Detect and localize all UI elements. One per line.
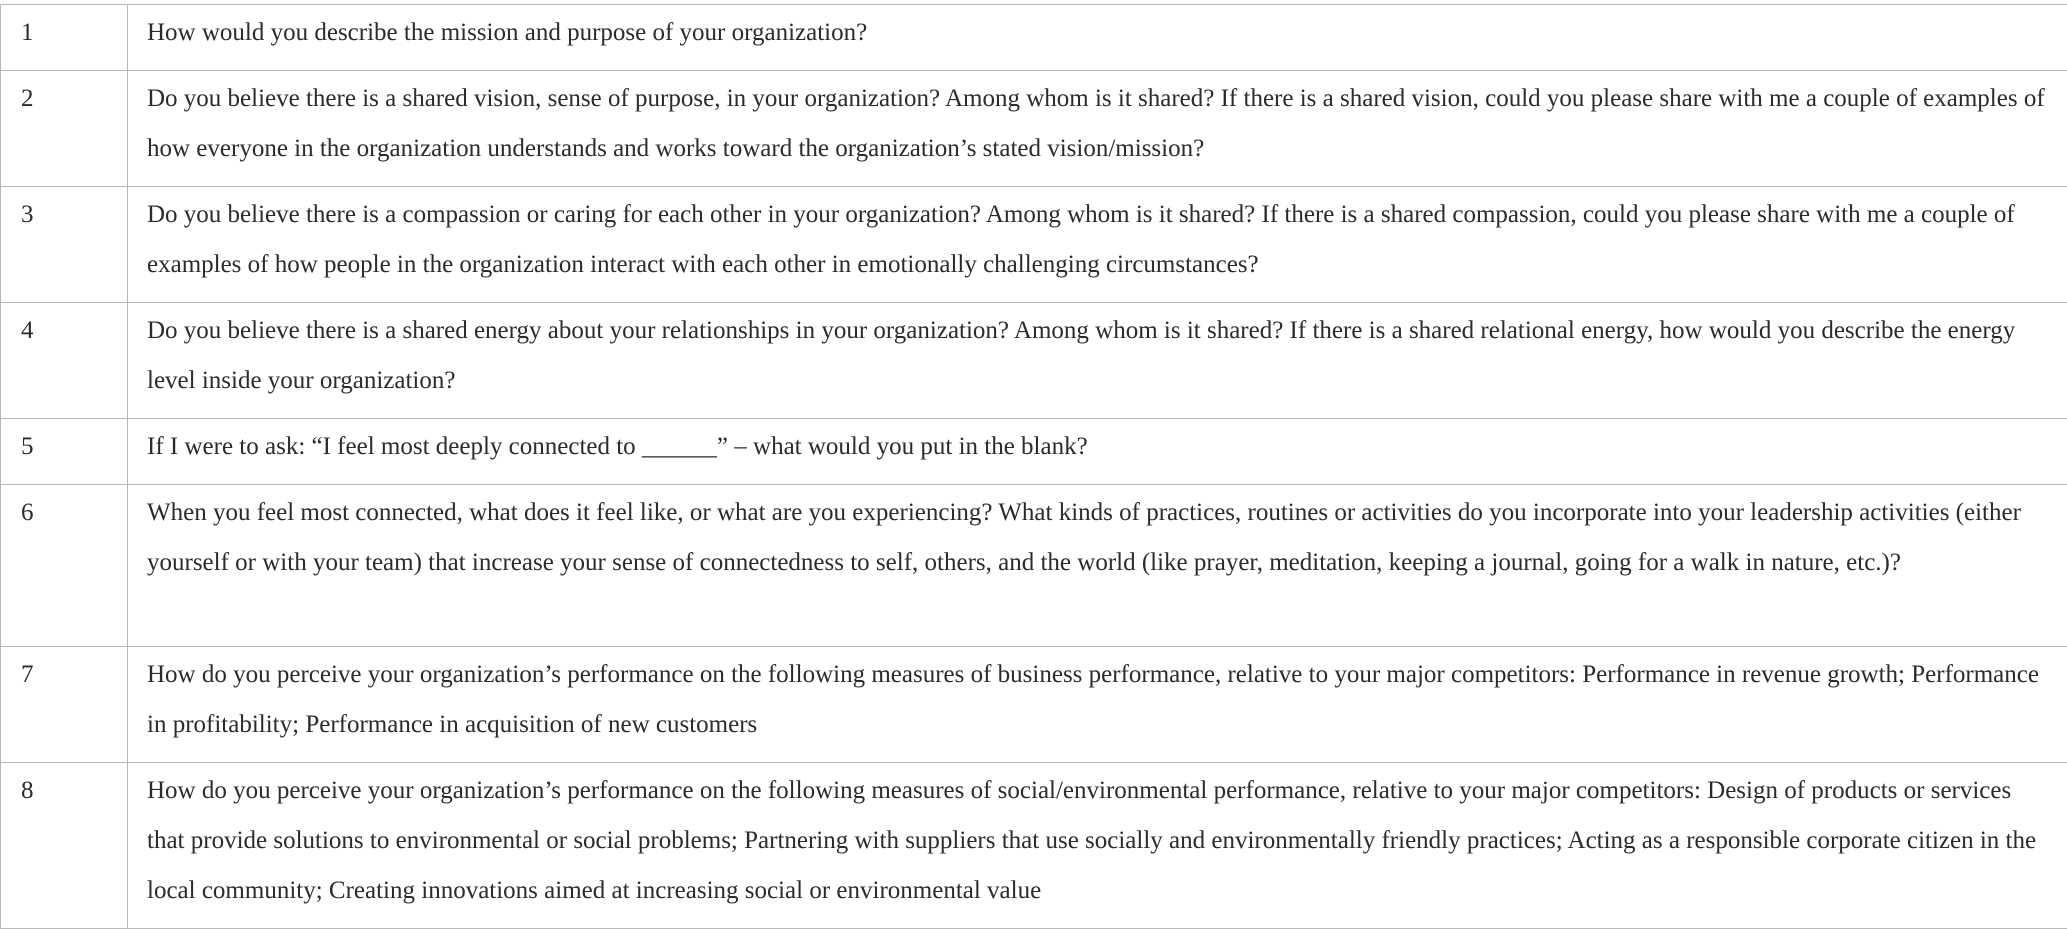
table-row [1,71,2067,187]
question-number: 4 [1,303,128,419]
question-text: Do you believe there is a shared energy about your relationships in your organization? Among whom is it shared? If there is a shared relational energy, how would you describe the energy level inside your organization? [128,303,2067,419]
question-number: 5 [1,419,128,485]
question-number: 3 [1,187,128,303]
question-text: When you feel most connected, what does it feel like, or what are you experiencing? What kinds of practices, routines or activities do you incorporate into your leadership activities (either yourself or with your team) that increase your sense of connectedness to self, others, and the world (like prayer, meditation, keeping a journal, going for a walk in nature, etc.)? [128,485,2067,647]
question-text: How would you describe the mission and purpose of your organization? [128,5,2067,71]
table-row [1,303,2067,419]
question-text: How do you perceive your organization’s performance on the following measures of business performance, relative to your major competitors: Performance in revenue growth; Performance in profitability; Performance in acquisition of new customers [128,647,2067,763]
question-number: 2 [1,71,128,187]
question-number: 7 [1,647,128,763]
table-row [1,647,2067,763]
question-text: Do you believe there is a compassion or caring for each other in your organization? Among whom is it shared? If there is a shared compassion, could you please share with me a couple of examples of how people in the organization interact with each other in emotionally challenging circumstances? [128,187,2067,303]
table-row [1,419,2067,485]
question-number: 1 [1,5,128,71]
question-text: If I were to ask: “I feel most deeply connected to ______” – what would you put in the blank? [128,419,2067,485]
interview-questions-table [0,4,2067,929]
question-text: Do you believe there is a shared vision, sense of purpose, in your organization? Among whom is it shared? If there is a shared vision, could you please share with me a couple of examples of how everyone in the organization understands and works toward the organization’s stated vision/mission? [128,71,2067,187]
questions-table-container [0,4,2067,929]
table-row [1,187,2067,303]
table-row [1,485,2067,647]
question-number: 8 [1,763,128,929]
question-number: 6 [1,485,128,647]
table-row [1,5,2067,71]
table-row [1,763,2067,929]
question-text: How do you perceive your organization’s performance on the following measures of social/environmental performance, relative to your major competitors: Design of products or services that provide solutions to environmental or social problems; Partnering with suppliers that use socially and environmentally friendly practices; Acting as a responsible corporate citizen in the local community; Creating innovations aimed at increasing social or environmental value [128,763,2067,929]
